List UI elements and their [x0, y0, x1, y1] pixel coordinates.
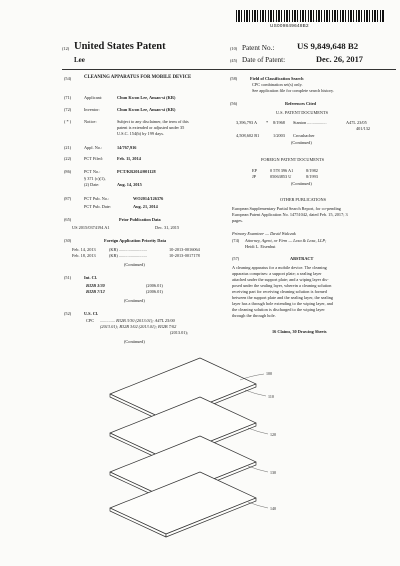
title-code: (54)	[64, 76, 72, 81]
patent-date: Dec. 26, 2017	[316, 55, 363, 64]
foreign-doc-1-number: 0 578 396 A1	[270, 168, 294, 173]
applicant-value: Chun Kwon Lee, Ansan-si (KR)	[117, 95, 176, 100]
abstract-code: (57)	[232, 256, 240, 261]
primary-examiner: Primary Examiner — David Walczak	[232, 231, 296, 236]
foreign-doc-1-date: 8/1982	[306, 168, 318, 173]
appl-code: (21)	[64, 145, 72, 150]
notice-code: ( * )	[64, 119, 72, 124]
continued-1: (Continued)	[124, 262, 145, 267]
uscl-heading: U.S. Cl.	[84, 311, 99, 316]
code-12: (12)	[62, 46, 70, 51]
pub-no-code: (87)	[64, 196, 72, 201]
cpc-label: CPC	[86, 318, 95, 323]
pct-filed-label: PCT Filed:	[84, 156, 103, 161]
cpc-line-3: (2013.01);	[170, 330, 189, 335]
pub-date-value: Aug. 21, 2014	[133, 204, 158, 209]
other-pubs-line-1: European Supplementary Partial Search Report, for co-pending	[232, 206, 341, 211]
ref-label-110: 110	[268, 394, 274, 399]
intcl-row-2-date: (2006.01)	[146, 289, 163, 294]
intcl-row-1-class: B32B 3/30	[86, 283, 105, 288]
foreign-heading: Foreign Application Priority Data	[104, 238, 167, 243]
patent-no-label: Patent No.:	[242, 44, 275, 52]
abstract-line-2: apparatus comprises: a support plate; a sealing layer	[232, 271, 322, 276]
pct-no-code: (86)	[64, 169, 72, 174]
inventor-value: Chun Kwon Lee, Ansan-si (KR)	[117, 107, 176, 112]
us-ref-2-name: Croushacher	[293, 133, 315, 138]
notice-line-2: patent is extended or adjusted under 35	[117, 125, 185, 130]
code-45: (45)	[230, 58, 238, 63]
cpc-line-1: .............. B32B 3/30 (2013.01); A47L 25/00	[100, 318, 175, 323]
s371-line-1: § 371 (c)(1),	[84, 176, 106, 181]
us-ref-1-class: A47L 23/05	[346, 120, 367, 125]
us-ref-2-date: 1/2003	[273, 133, 285, 138]
code-10: (10)	[230, 46, 238, 51]
abstract-line-1: A cleaning apparatus for a mobile device. The cleaning	[232, 265, 327, 270]
field-heading: Field of Classification Search	[250, 76, 304, 81]
foreign-row-2-number: 10-2013-0017178	[169, 253, 200, 258]
foreign-row-1-number: 10-2013-0016064	[169, 247, 200, 252]
continued-refs: (Continued)	[291, 140, 312, 145]
inventor-label: Inventor:	[84, 107, 100, 112]
notice-line-3: U.S.C. 154(b) by 199 days.	[117, 131, 165, 136]
foreign-doc-1-country: EP	[252, 168, 258, 173]
claims-sheets: 16 Claims, 30 Drawing Sheets	[272, 329, 327, 334]
pub-no-value: WO2014/126376	[133, 196, 164, 201]
date-label: Date of Patent:	[242, 56, 286, 64]
refs-heading: References Cited	[285, 101, 317, 106]
prior-code: (65)	[64, 217, 72, 222]
foreign-row-2-country: (KR) ..........................	[109, 253, 147, 258]
us-docs-heading: U.S. PATENT DOCUMENTS	[276, 110, 329, 115]
prior-heading: Prior Publication Data	[119, 217, 161, 222]
intcl-heading: Int. Cl.	[84, 275, 98, 280]
uscl-code: (52)	[64, 311, 72, 316]
continued-2: (Continued)	[124, 298, 145, 303]
us-ref-1-star: *	[266, 120, 269, 125]
barcode	[236, 10, 384, 22]
abstract-line-8: the cleaning solution is discharged to the wiping layer	[232, 307, 325, 312]
abstract-line-5: receiving part for receiving cleaning solution is formed	[232, 289, 327, 294]
appl-value: 14/767,916	[117, 145, 137, 150]
foreign-code: (30)	[64, 238, 72, 243]
barcode-number: US009849648B2	[270, 23, 309, 28]
continued-3: (Continued)	[124, 339, 145, 344]
applicant-label: Applicant:	[84, 95, 103, 100]
invention-title: CLEANING APPARATUS FOR MOBILE DEVICE	[84, 75, 192, 80]
field-line-2: See application file for complete search history.	[252, 88, 334, 93]
pct-no-label: PCT No.:	[84, 169, 101, 174]
attorney-line-2: Heidi L. Eisenhut	[245, 244, 276, 249]
header-rule	[62, 69, 396, 70]
inventor-short: Lee	[74, 56, 85, 64]
appl-label: Appl. No.:	[84, 145, 103, 150]
pct-filed-value: Feb. 11, 2014	[117, 156, 141, 161]
foreign-row-1-date: Feb. 14, 2013	[72, 247, 96, 252]
ref-label-130: 130	[270, 470, 276, 475]
foreign-doc-2-date: 8/1993	[306, 174, 318, 179]
continued-foreign: (Continued)	[291, 181, 312, 186]
field-line-1: CPC combination set(s) only.	[252, 82, 303, 87]
intcl-row-1-date: (2006.01)	[146, 283, 163, 288]
ref-label-140: 140	[270, 506, 276, 511]
pub-date-label: PCT Pub. Date:	[84, 204, 112, 209]
ref-label-120: 120	[270, 432, 276, 437]
foreign-row-1-country: (KR) ..........................	[109, 247, 147, 252]
pct-no-value: PCT/KR2014/001128	[117, 169, 156, 174]
pct-filed-code: (22)	[64, 156, 72, 161]
s371-value: Aug. 14, 2015	[117, 182, 142, 187]
abstract-line-6: between the support plate and the sealing layer, the sealing	[232, 295, 334, 300]
attorney-code: (74)	[232, 238, 240, 243]
us-ref-1-class-2: 401/132	[356, 126, 371, 131]
cpc-line-2: (2013.01); B32B 3/02 (2013.01); B32B 7/02	[100, 324, 177, 329]
notice-label: Notice:	[84, 119, 97, 124]
abstract-line-4: posed under the sealing layer, wherein a cleaning solution	[232, 283, 332, 288]
prior-pub-date: Dec. 31, 2015	[155, 225, 180, 230]
pub-no-label: PCT Pub. No.:	[84, 196, 110, 201]
us-ref-1-name: Stanton ..................	[293, 120, 327, 125]
abstract-line-3: attached under the support plate; and a wiping layer dis-	[232, 277, 329, 282]
us-ref-1-date: 8/1968	[273, 120, 285, 125]
inventor-code: (72)	[64, 107, 72, 112]
refs-code: (56)	[230, 101, 238, 106]
notice-line-1: Subject to any disclaimer, the term of this	[117, 119, 189, 124]
foreign-doc-2-country: JP	[252, 174, 257, 179]
abstract-line-9: through the through hole.	[232, 313, 276, 318]
other-pubs-line-3: pages.	[232, 218, 243, 223]
intcl-row-2-class: B32B 7/12	[86, 289, 105, 294]
other-pubs-heading: OTHER PUBLICATIONS	[280, 197, 326, 202]
other-pubs-line-2: European Patent Application No. 14751042, dated Feb. 15, 2017; 3	[232, 212, 348, 217]
prior-pub-number: US 2015/0374194 A1	[72, 225, 110, 230]
exploded-figure	[100, 350, 340, 540]
field-code: (58)	[230, 76, 238, 81]
us-ref-2-number: 4,508,602 B1	[236, 133, 260, 138]
abstract-heading: ABSTRACT	[290, 256, 314, 261]
applicant-code: (71)	[64, 95, 72, 100]
s371-line-2: (2) Date:	[84, 182, 100, 187]
patent-number: US 9,849,648 B2	[297, 41, 359, 51]
foreign-row-2-date: Feb. 18, 2013	[72, 253, 96, 258]
foreign-doc-2-number: 05063853 U	[270, 174, 292, 179]
intcl-code: (51)	[64, 275, 72, 280]
ref-label-100: 100	[266, 371, 272, 376]
abstract-line-7: layer has a through hole extending to the wiping layer, and	[232, 301, 333, 306]
us-ref-1-number: 3,396,793 A	[236, 120, 258, 125]
attorney-line-1: Attorney, Agent, or Firm — Lexa & Lexa, LLP;	[245, 238, 327, 243]
doc-type: United States Patent	[74, 41, 166, 52]
foreign-docs-heading: FOREIGN PATENT DOCUMENTS	[261, 157, 325, 162]
